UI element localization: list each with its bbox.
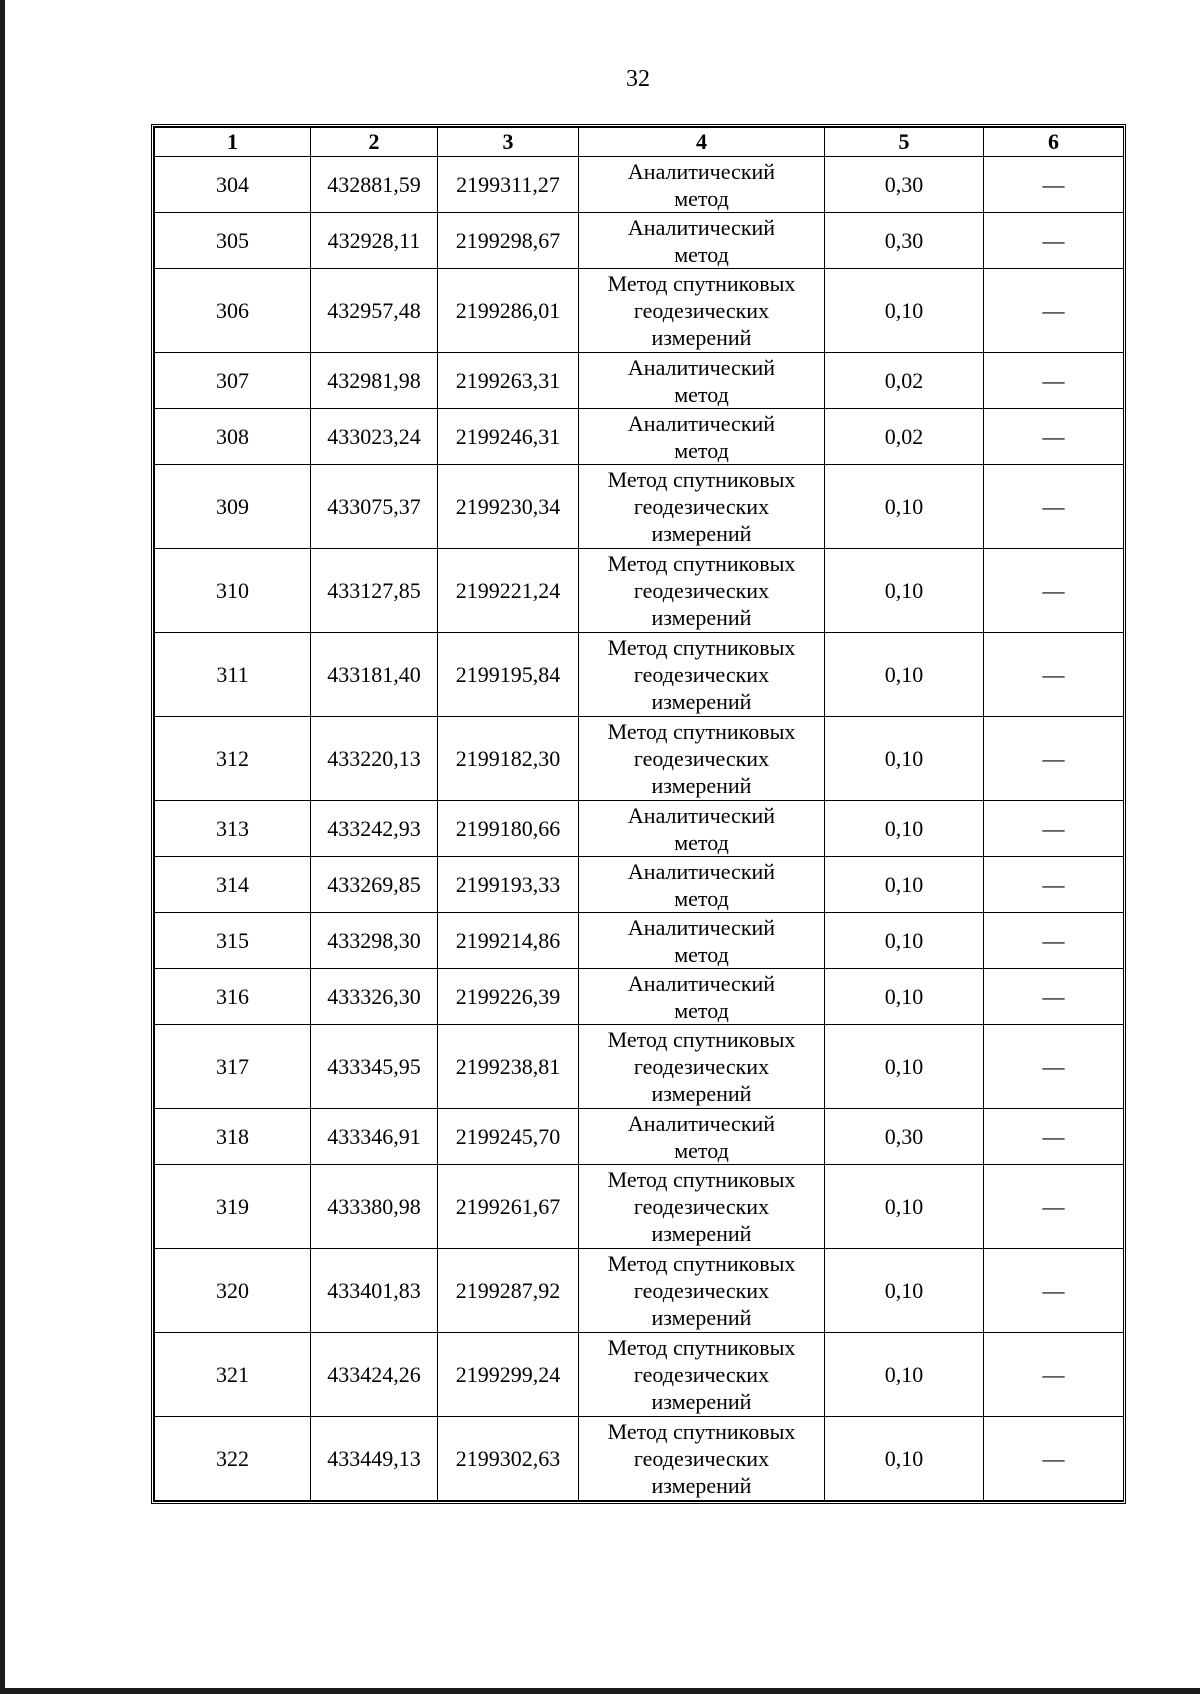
method-line: геодезических [633,494,770,519]
point-number-cell: 306 [155,269,311,353]
method-line: геодезических [633,1278,770,1303]
point-number-cell: 309 [155,465,311,549]
x-coordinate-cell: 433023,24 [311,409,438,465]
note-cell: — [984,1109,1124,1165]
table-row [155,269,1124,353]
table-row [155,1333,1124,1417]
y-coordinate-cell: 2199226,39 [438,969,579,1025]
method-cell [579,801,825,857]
method-line: измерений [651,1221,752,1246]
x-coordinate-cell: 433346,91 [311,1109,438,1165]
point-number-cell: 305 [155,213,311,269]
note-cell: — [984,549,1124,633]
page-number: 32 [626,66,650,92]
scan-edge-left [0,0,5,1694]
method-line: измерений [651,773,752,798]
method-line: Аналитический [627,970,776,996]
coordinates-table-frame [151,124,1126,1504]
x-coordinate-cell: 432928,11 [311,213,438,269]
table-row [155,969,1124,1025]
method-line: метод [674,829,729,855]
method-line: метод [674,885,729,911]
method-line: геодезических [633,298,770,323]
table-row [155,913,1124,969]
accuracy-cell: 0,10 [825,1249,984,1333]
x-coordinate-cell: 433220,13 [311,717,438,801]
x-coordinate-cell: 432881,59 [311,157,438,213]
y-coordinate-cell: 2199263,31 [438,353,579,409]
accuracy-cell: 0,10 [825,1333,984,1417]
x-coordinate-cell: 433326,30 [311,969,438,1025]
accuracy-cell: 0,10 [825,717,984,801]
method-line: Метод спутниковых [607,1419,796,1444]
note-cell: — [984,857,1124,913]
point-number-cell: 310 [155,549,311,633]
method-line: Аналитический [627,354,776,380]
accuracy-cell: 0,10 [825,1025,984,1109]
accuracy-cell: 0,10 [825,969,984,1025]
method-cell [579,465,825,549]
table-row [155,213,1124,269]
method-cell [579,1417,825,1501]
y-coordinate-cell: 2199246,31 [438,409,579,465]
method-line: измерений [651,1305,752,1330]
method-line: Аналитический [627,858,776,884]
y-coordinate-cell: 2199298,67 [438,213,579,269]
note-cell: — [984,1165,1124,1249]
y-coordinate-cell: 2199230,34 [438,465,579,549]
method-line: Аналитический [627,914,776,940]
method-line: метод [674,437,729,463]
point-number-cell: 318 [155,1109,311,1165]
table-row [155,717,1124,801]
point-number-cell: 321 [155,1333,311,1417]
method-line: Аналитический [627,158,776,184]
y-coordinate-cell: 2199286,01 [438,269,579,353]
point-number-cell: 314 [155,857,311,913]
point-number-cell: 304 [155,157,311,213]
method-line: метод [674,997,729,1023]
note-cell: — [984,633,1124,717]
accuracy-cell: 0,10 [825,913,984,969]
method-line: геодезических [633,1362,770,1387]
accuracy-cell: 0,10 [825,465,984,549]
y-coordinate-cell: 2199245,70 [438,1109,579,1165]
accuracy-cell: 0,30 [825,157,984,213]
note-cell: — [984,353,1124,409]
point-number-cell: 317 [155,1025,311,1109]
method-line: Метод спутниковых [607,551,796,576]
note-cell: — [984,1417,1124,1501]
method-line: метод [674,1137,729,1163]
note-cell: — [984,801,1124,857]
accuracy-cell: 0,10 [825,1165,984,1249]
method-line: геодезических [633,1446,770,1471]
x-coordinate-cell: 432981,98 [311,353,438,409]
scan-edge-bottom [0,1688,1200,1694]
method-line: измерений [651,1081,752,1106]
accuracy-cell: 0,10 [825,857,984,913]
x-coordinate-cell: 433075,37 [311,465,438,549]
method-line: измерений [651,1473,752,1498]
note-cell: — [984,1249,1124,1333]
accuracy-cell: 0,30 [825,1109,984,1165]
note-cell: — [984,465,1124,549]
accuracy-cell: 0,10 [825,801,984,857]
point-number-cell: 307 [155,353,311,409]
table-row [155,409,1124,465]
column-header-1: 1 [155,128,311,157]
accuracy-cell: 0,10 [825,633,984,717]
y-coordinate-cell: 2199221,24 [438,549,579,633]
table-row [155,157,1124,213]
method-cell [579,157,825,213]
accuracy-cell: 0,30 [825,213,984,269]
method-line: метод [674,381,729,407]
y-coordinate-cell: 2199180,66 [438,801,579,857]
accuracy-cell: 0,10 [825,1417,984,1501]
y-coordinate-cell: 2199261,67 [438,1165,579,1249]
method-line: Аналитический [627,410,776,436]
table-row [155,1249,1124,1333]
method-cell [579,717,825,801]
method-line: метод [674,941,729,967]
point-number-cell: 313 [155,801,311,857]
table-body [155,157,1124,1501]
method-cell [579,409,825,465]
method-cell [579,633,825,717]
point-number-cell: 316 [155,969,311,1025]
point-number-cell: 320 [155,1249,311,1333]
method-line: измерений [651,689,752,714]
method-line: Метод спутниковых [607,1251,796,1276]
point-number-cell: 311 [155,633,311,717]
table-row [155,633,1124,717]
method-line: геодезических [633,746,770,771]
method-line: Метод спутниковых [607,1335,796,1360]
method-line: геодезических [633,1194,770,1219]
method-line: измерений [651,325,752,350]
table-row [155,1165,1124,1249]
x-coordinate-cell: 432957,48 [311,269,438,353]
method-line: Аналитический [627,1110,776,1136]
note-cell: — [984,409,1124,465]
note-cell: — [984,1025,1124,1109]
accuracy-cell: 0,10 [825,269,984,353]
method-line: Аналитический [627,214,776,240]
method-cell [579,213,825,269]
accuracy-cell: 0,02 [825,409,984,465]
table-row [155,549,1124,633]
table-row [155,465,1124,549]
table-row [155,801,1124,857]
method-cell [579,269,825,353]
method-line: Аналитический [627,802,776,828]
table-row [155,1025,1124,1109]
note-cell: — [984,269,1124,353]
method-cell [579,1165,825,1249]
method-line: метод [674,241,729,267]
method-line: геодезических [633,1054,770,1079]
y-coordinate-cell: 2199193,33 [438,857,579,913]
column-header-2: 2 [311,128,438,157]
method-cell [579,549,825,633]
y-coordinate-cell: 2199299,24 [438,1333,579,1417]
x-coordinate-cell: 433269,85 [311,857,438,913]
x-coordinate-cell: 433127,85 [311,549,438,633]
note-cell: — [984,717,1124,801]
method-line: Метод спутниковых [607,635,796,660]
method-line: измерений [651,1389,752,1414]
table-row [155,1417,1124,1501]
table-row [155,1109,1124,1165]
method-line: измерений [651,521,752,546]
method-line: Метод спутниковых [607,719,796,744]
method-line: Метод спутниковых [607,467,796,492]
method-cell [579,1109,825,1165]
note-cell: — [984,213,1124,269]
note-cell: — [984,157,1124,213]
column-header-4: 4 [579,128,825,157]
method-cell [579,857,825,913]
x-coordinate-cell: 433380,98 [311,1165,438,1249]
y-coordinate-cell: 2199195,84 [438,633,579,717]
column-header-5: 5 [825,128,984,157]
method-cell [579,913,825,969]
table-row [155,857,1124,913]
accuracy-cell: 0,10 [825,549,984,633]
method-cell [579,969,825,1025]
method-line: измерений [651,605,752,630]
y-coordinate-cell: 2199214,86 [438,913,579,969]
column-header-3: 3 [438,128,579,157]
y-coordinate-cell: 2199287,92 [438,1249,579,1333]
x-coordinate-cell: 433401,83 [311,1249,438,1333]
x-coordinate-cell: 433242,93 [311,801,438,857]
point-number-cell: 312 [155,717,311,801]
column-header-6: 6 [984,128,1124,157]
method-line: Метод спутниковых [607,1167,796,1192]
x-coordinate-cell: 433424,26 [311,1333,438,1417]
note-cell: — [984,969,1124,1025]
point-number-cell: 322 [155,1417,311,1501]
point-number-cell: 308 [155,409,311,465]
method-cell [579,1249,825,1333]
method-line: геодезических [633,578,770,603]
x-coordinate-cell: 433449,13 [311,1417,438,1501]
note-cell: — [984,1333,1124,1417]
point-number-cell: 319 [155,1165,311,1249]
y-coordinate-cell: 2199238,81 [438,1025,579,1109]
x-coordinate-cell: 433298,30 [311,913,438,969]
coordinates-table [154,127,1124,1501]
y-coordinate-cell: 2199182,30 [438,717,579,801]
method-cell [579,1333,825,1417]
y-coordinate-cell: 2199311,27 [438,157,579,213]
note-cell: — [984,913,1124,969]
x-coordinate-cell: 433181,40 [311,633,438,717]
table-header-row [155,128,1124,157]
x-coordinate-cell: 433345,95 [311,1025,438,1109]
method-line: метод [674,185,729,211]
point-number-cell: 315 [155,913,311,969]
method-cell [579,1025,825,1109]
accuracy-cell: 0,02 [825,353,984,409]
method-line: Метод спутниковых [607,1027,796,1052]
table-row [155,353,1124,409]
method-line: Метод спутниковых [607,271,796,296]
method-line: геодезических [633,662,770,687]
y-coordinate-cell: 2199302,63 [438,1417,579,1501]
method-cell [579,353,825,409]
